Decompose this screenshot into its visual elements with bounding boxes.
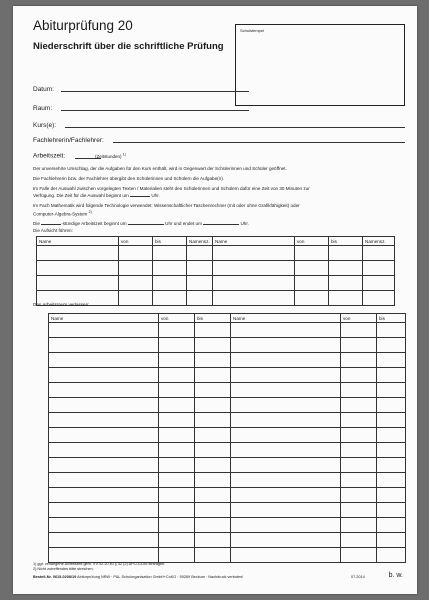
table-row[interactable] bbox=[49, 458, 406, 473]
para-aufsicht: Die Aufsicht führen: bbox=[33, 228, 73, 233]
table-row[interactable] bbox=[49, 518, 406, 533]
datum-label: Datum: bbox=[33, 86, 54, 93]
para-mathematik: Im Fach Mathematik wird folgende Technologie verwendet: Wissenschaftlicher Taschenrechner (mit oder ohne Grafikfähigkeit) oder Computer-Algebra-System $^{2)}$ bbox=[33, 203, 300, 217]
col-name: Name bbox=[231, 314, 341, 323]
table-row[interactable] bbox=[49, 323, 406, 338]
school-stamp-box bbox=[235, 24, 405, 106]
col-bis: bis bbox=[195, 314, 231, 323]
page-title: Abiturprüfung 20 bbox=[33, 18, 133, 33]
col-bis: bis bbox=[153, 237, 187, 246]
para-auswahl: Im Falle der Auswahl zwischen vorgelegten Texten / Materialien steht den Schülerinnen und Schülern dafür eine Zeit von 30 Minuten zur Verfügung. Die Zeit für die Auswahl beginnt um Uhr. bbox=[33, 186, 310, 198]
table-row[interactable] bbox=[37, 261, 395, 276]
col-von: von bbox=[295, 237, 329, 246]
table-row[interactable] bbox=[49, 368, 406, 383]
datum-line[interactable] bbox=[61, 91, 249, 92]
para-uebergabe: Die Fachlehrerin bzw. der Fachlehrer übergibt den Schülerinnen und Schülern die Aufgabe(n). bbox=[33, 176, 225, 181]
auswahl-time-blank[interactable] bbox=[130, 192, 150, 197]
table-row[interactable] bbox=[49, 473, 406, 488]
arbeitszeit-line[interactable] bbox=[75, 158, 101, 159]
table-row[interactable] bbox=[49, 488, 406, 503]
col-name: Name bbox=[213, 237, 295, 246]
table-header-row bbox=[49, 314, 406, 323]
table-row[interactable] bbox=[37, 276, 395, 291]
form-sheet bbox=[13, 6, 417, 594]
col-von: von bbox=[119, 237, 153, 246]
fachlehrer-label: Fachlehrerin/Fachlehrer: bbox=[33, 137, 104, 144]
col-name: Name bbox=[37, 237, 119, 246]
stamp-label: Schulstempel bbox=[240, 28, 265, 33]
col-namensz: Namensz. bbox=[363, 237, 395, 246]
table-row[interactable] bbox=[49, 503, 406, 518]
page-subtitle: Niederschrift über die schriftliche Prüfung bbox=[33, 41, 224, 52]
footnote-1: 1) ggf. verlängerte Arbeitszeit gem. VV 32.20 zu § 32 (2) APO-GOSt eintragen. bbox=[33, 562, 166, 566]
para-arbeitsraum: Den Arbeitsraum verlassen: bbox=[33, 302, 90, 307]
table-row[interactable] bbox=[49, 548, 406, 563]
verlassen-table bbox=[48, 313, 406, 563]
fachlehrer-field[interactable] bbox=[33, 137, 104, 144]
para-arbeitszeit: Die -stündige Arbeitszeit beginnt um Uhr und endet um Uhr. bbox=[33, 221, 249, 226]
table-row[interactable] bbox=[49, 533, 406, 548]
zeitstunden-label: (Zeitstunden) $^{1)}$ bbox=[94, 152, 126, 159]
table-row[interactable] bbox=[49, 443, 406, 458]
table-header-row bbox=[37, 237, 395, 246]
raum-label: Raum: bbox=[33, 105, 53, 112]
table-row[interactable] bbox=[49, 398, 406, 413]
table-row[interactable] bbox=[49, 338, 406, 353]
col-von: von bbox=[159, 314, 195, 323]
turn-page-note: b. w. bbox=[388, 572, 403, 579]
footnote-2: 2) Nicht zutreffendes bitte streichen. bbox=[33, 567, 94, 571]
arbeitszeit-label: Arbeitszeit: bbox=[33, 152, 66, 160]
raum-field[interactable] bbox=[33, 105, 52, 112]
para-umschlag: Der unversehrte Umschlag, der die Aufgaben für den Kurs enthält, wird in Gegenwart der Schülerinnen und Schüler geöffnet. bbox=[33, 166, 287, 171]
kurs-label: Kurs(e): bbox=[33, 122, 57, 129]
start-time-blank[interactable] bbox=[128, 220, 164, 225]
col-bis: bis bbox=[377, 314, 406, 323]
table-row[interactable] bbox=[37, 246, 395, 261]
table-row[interactable] bbox=[49, 428, 406, 443]
imprint-date: 07.2014 bbox=[351, 575, 365, 579]
table-row[interactable] bbox=[49, 353, 406, 368]
datum-field[interactable] bbox=[33, 86, 54, 93]
table-row[interactable] bbox=[49, 383, 406, 398]
col-von: von bbox=[341, 314, 377, 323]
table-row[interactable] bbox=[49, 413, 406, 428]
kurs-field[interactable] bbox=[33, 122, 56, 129]
aufsicht-table bbox=[36, 236, 395, 306]
fachlehrer-line[interactable] bbox=[113, 142, 405, 143]
imprint-line bbox=[33, 575, 403, 579]
col-name: Name bbox=[49, 314, 159, 323]
end-time-blank[interactable] bbox=[203, 220, 239, 225]
kurs-line[interactable] bbox=[65, 127, 405, 128]
imprint-text: Abiturprüfung NRW · P&L Schulorganisation GmbH+CoKG · 59269 Beckum · Nachdruck verboten! bbox=[77, 575, 244, 579]
arbeitszeit-field[interactable] bbox=[33, 152, 126, 160]
hours-blank[interactable] bbox=[41, 220, 61, 225]
col-namensz: Namensz. bbox=[187, 237, 213, 246]
raum-line[interactable] bbox=[61, 110, 249, 111]
col-bis: bis bbox=[329, 237, 363, 246]
order-number: Bestell-Nr. 0615-0208/19 bbox=[33, 575, 77, 579]
